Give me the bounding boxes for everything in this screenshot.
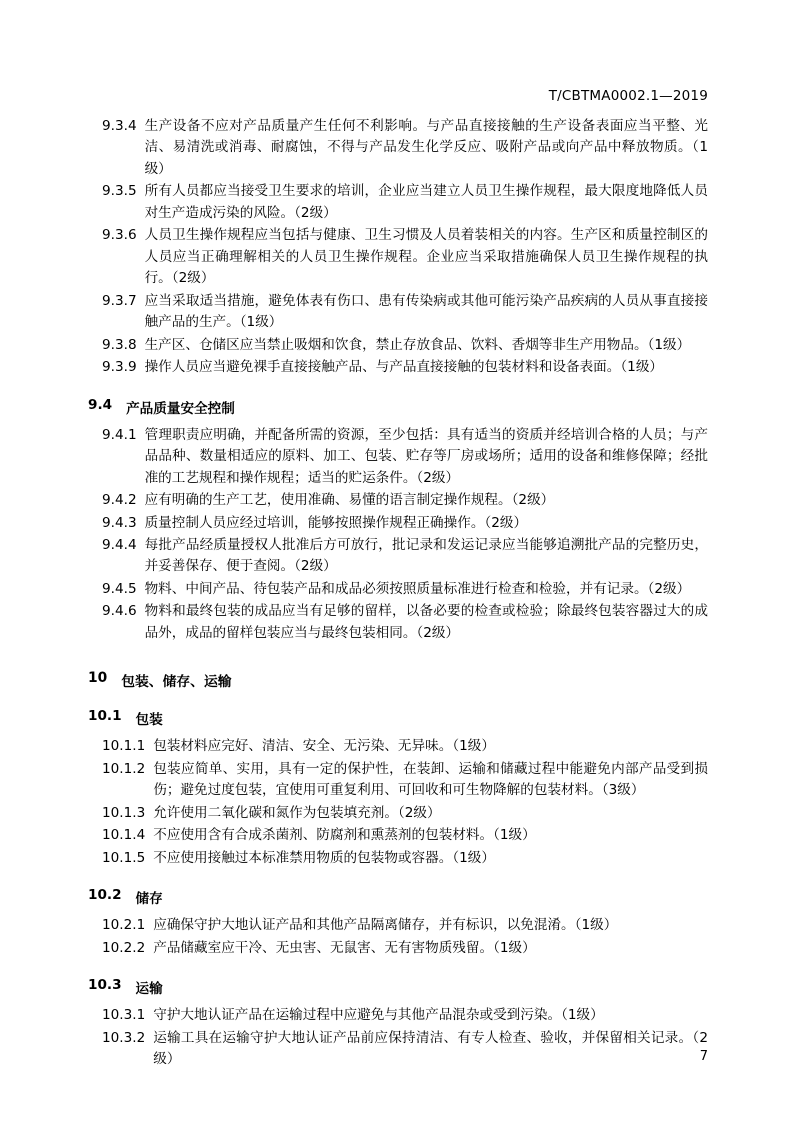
clause-number: 9.4.4 <box>102 536 137 553</box>
clause-text: 质量控制人员应经过培训，能够按照操作规程正确操作。（2级） <box>144 514 528 531</box>
clause-group-103 <box>102 1005 708 1070</box>
clause-number: 10.1.3 <box>102 804 146 821</box>
section-number: 10.3 <box>88 977 122 994</box>
clause-text: 守护大地认证产品在运输过程中应避免与其他产品混杂或受到污染。（1级） <box>153 1007 604 1024</box>
clause-group-102 <box>102 915 708 959</box>
clause-number: 10.2.1 <box>102 917 146 934</box>
clause-text: 每批产品经质量授权人批准后方可放行，批记录和发运记录应当能够追溯批产品的完整历史，并妥善保存、便于查阅。（2级） <box>144 536 708 575</box>
section-number: 10.2 <box>88 887 122 904</box>
clause-number: 9.3.7 <box>102 292 137 309</box>
clause-9-3-5 <box>102 181 708 224</box>
clause-number: 9.4.2 <box>102 492 137 509</box>
clause-9-4-5 <box>102 579 708 600</box>
clause-number: 9.4.5 <box>102 580 137 597</box>
clause-number: 9.3.8 <box>102 336 137 353</box>
clause-10-3-2 <box>102 1028 708 1071</box>
clause-number: 10.1.2 <box>102 760 146 777</box>
clause-9-3-6 <box>102 225 708 289</box>
clause-text: 应确保守护大地认证产品和其他产品隔离储存，并有标识，以免混淆。（1级） <box>153 917 618 934</box>
clause-text: 应有明确的生产工艺，使用准确、易懂的语言制定操作规程。（2级） <box>144 492 555 509</box>
clause-10-3-1 <box>102 1005 708 1026</box>
clause-text: 生产区、仓储区应当禁止吸烟和饮食，禁止存放食品、饮料、香烟等非生产用物品。（1级） <box>144 336 691 353</box>
section-title: 运输 <box>135 981 163 998</box>
clause-9-3-4 <box>102 116 708 180</box>
section-heading-10-2 <box>88 887 708 907</box>
clause-group-94 <box>102 425 708 645</box>
clause-number: 9.3.6 <box>102 227 137 244</box>
clause-number: 9.4.3 <box>102 514 137 531</box>
clause-number: 9.3.4 <box>102 118 137 134</box>
section-number: 10.1 <box>88 708 122 725</box>
section-title: 产品质量安全控制 <box>126 400 235 417</box>
clause-9-3-8 <box>102 335 708 356</box>
section-title: 储存 <box>135 891 163 908</box>
clause-number: 9.3.9 <box>102 359 137 376</box>
clause-number: 10.3.2 <box>102 1029 146 1046</box>
clause-text: 管理职责应明确，并配备所需的资源，至少包括：具有适当的资质并经培训合格的人员；与产品品种、数量相适应的原料、加工、包装、贮存等厂房或场所；适用的设备和维修保障；经批准的工艺规程和操作规程；适当的贮运条件。（2级） <box>144 426 708 486</box>
clause-10-1-3 <box>102 803 708 824</box>
clause-10-1-5 <box>102 848 708 869</box>
clause-number: 9.4.1 <box>102 426 137 443</box>
clause-text: 不应使用接触过本标准禁用物质的包装物或容器。（1级） <box>153 849 495 866</box>
page-content <box>88 88 708 1071</box>
clause-group-93 <box>102 116 708 379</box>
clause-text: 包装材料应完好、清洁、安全、无污染、无异味。（1级） <box>153 738 495 755</box>
clause-number: 10.3.1 <box>102 1007 146 1024</box>
clause-text: 人员卫生操作规程应当包括与健康、卫生习惯及人员着装相关的内容。生产区和质量控制区的人员应当正确理解相关的人员卫生操作规程。企业应当采取措施确保人员卫生操作规程的执行。（2级） <box>144 227 708 287</box>
clause-10-1-4 <box>102 825 708 846</box>
section-heading-10 <box>88 670 708 690</box>
clause-number: 10.1.5 <box>102 849 146 866</box>
clause-9-4-6 <box>102 601 708 644</box>
clause-10-1-1 <box>102 736 708 757</box>
clause-10-2-1 <box>102 915 708 936</box>
clause-text: 物料、中间产品、待包装产品和成品必须按照质量标准进行检查和检验，并有记录。（2级） <box>144 580 691 597</box>
section-title: 包装 <box>135 712 163 729</box>
clause-text: 允许使用二氧化碳和氮作为包装填充剂。（2级） <box>153 804 441 821</box>
clause-9-4-2 <box>102 490 708 511</box>
section-title: 包装、储存、运输 <box>121 674 232 691</box>
clause-9-3-7 <box>102 291 708 334</box>
clause-number: 9.4.6 <box>102 603 137 620</box>
clause-text: 操作人员应当避免裸手直接接触产品、与产品直接接触的包装材料和设备表面。（1级） <box>144 359 664 376</box>
clause-10-2-2 <box>102 938 708 959</box>
clause-number: 10.2.2 <box>102 939 146 956</box>
clause-10-1-2 <box>102 759 708 802</box>
clause-text: 产品储藏室应干冷、无虫害、无鼠害、无有害物质残留。（1级） <box>153 939 536 956</box>
clause-text: 运输工具在运输守护大地认证产品前应保持清洁、有专人检查、验收，并保留相关记录。（2级） <box>153 1029 708 1067</box>
page-number: 7 <box>699 1049 708 1064</box>
clause-number: 10.1.4 <box>102 827 146 844</box>
clause-group-101 <box>102 736 708 869</box>
clause-9-4-3 <box>102 513 708 534</box>
clause-text: 物料和最终包装的成品应当有足够的留样，以备必要的检查或检验；除最终包装容器过大的成品外，成品的留样包装应当与最终包装相同。（2级） <box>144 603 708 641</box>
section-heading-10-3 <box>88 977 708 997</box>
clause-9-4-4 <box>102 535 708 578</box>
section-number: 9.4 <box>88 396 113 413</box>
section-heading-9-4 <box>88 397 708 417</box>
clause-9-4-1 <box>102 425 708 489</box>
clause-text: 不应使用含有合成杀菌剂、防腐剂和熏蒸剂的包装材料。（1级） <box>153 827 536 844</box>
clause-9-3-9 <box>102 357 708 378</box>
clause-text: 所有人员都应当接受卫生要求的培训，企业应当建立人员卫生操作规程，最大限度地降低人员对生产造成污染的风险。（2级） <box>144 183 708 221</box>
section-heading-10-1 <box>88 708 708 728</box>
section-number: 10 <box>88 670 108 687</box>
clause-text: 应当采取适当措施，避免体表有伤口、患有传染病或其他可能污染产品疾病的人员从事直接接触产品的生产。（1级） <box>144 292 708 331</box>
clause-number: 10.1.1 <box>102 738 146 755</box>
document-header-code: T/CBTMA0002.1—2019 <box>548 88 708 104</box>
clause-text: 包装应简单、实用，具有一定的保护性，在装卸、运输和储藏过程中能避免内部产品受到损伤；避免过度包装，宜使用可重复利用、可回收和可生物降解的包装材料。（3级） <box>153 760 708 799</box>
clause-number: 9.3.5 <box>102 183 137 200</box>
clause-text: 生产设备不应对产品质量产生任何不利影响。与产品直接接触的生产设备表面应当平整、光洁、易清洗或消毒、耐腐蚀，不得与产品发生化学反应、吸附产品或向产品中释放物质。（1级） <box>144 118 708 177</box>
